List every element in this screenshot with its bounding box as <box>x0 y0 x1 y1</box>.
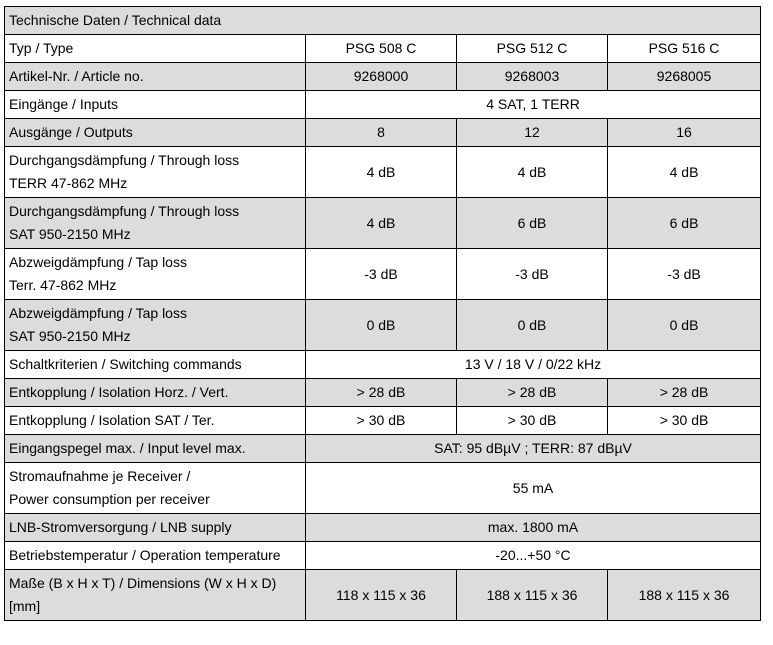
row-label-line: Schaltkriterien / Switching commands <box>9 356 242 372</box>
row-value: max. 1800 mA <box>306 514 761 542</box>
table-row <box>5 147 761 198</box>
row-label-line: Entkopplung / Isolation Horz. / Vert. <box>9 384 229 400</box>
row-label-line: Eingangspegel max. / Input level max. <box>9 440 246 456</box>
row-value: 4 dB <box>608 147 761 198</box>
row-label-line: Entkopplung / Isolation SAT / Ter. <box>9 412 215 428</box>
row-value: > 30 dB <box>306 407 457 435</box>
row-value: 4 SAT, 1 TERR <box>306 91 761 119</box>
table-row <box>5 351 761 379</box>
row-value: PSG 516 C <box>608 35 761 63</box>
row-label-line: TERR 47-862 MHz <box>9 175 128 191</box>
row-label <box>5 351 306 379</box>
row-label-line: Stromaufnahme je Receiver / <box>9 468 191 484</box>
table-row <box>5 542 761 570</box>
row-value: 4 dB <box>306 198 457 249</box>
title-row <box>5 7 761 35</box>
row-value: 16 <box>608 119 761 147</box>
row-value: > 30 dB <box>608 407 761 435</box>
row-value: 6 dB <box>457 198 608 249</box>
row-label-line: Abzweigdämpfung / Tap loss <box>9 305 187 321</box>
row-label-line: Maße (B x H x T) / Dimensions (W x H x D) <box>9 575 277 591</box>
table-row <box>5 198 761 249</box>
row-label-line: Artikel-Nr. / Article no. <box>9 68 144 84</box>
row-value: 118 x 115 x 36 <box>306 570 457 621</box>
row-value: -3 dB <box>306 249 457 300</box>
table-row <box>5 35 761 63</box>
row-value: 9268005 <box>608 63 761 91</box>
row-value: 13 V / 18 V / 0/22 kHz <box>306 351 761 379</box>
row-label <box>5 91 306 119</box>
row-label-line: Typ / Type <box>9 40 74 56</box>
row-value: > 28 dB <box>608 379 761 407</box>
row-label <box>5 542 306 570</box>
table-row <box>5 514 761 542</box>
row-label <box>5 119 306 147</box>
row-label <box>5 249 306 300</box>
row-label <box>5 435 306 463</box>
row-label-line: Ausgänge / Outputs <box>9 124 133 140</box>
row-value: 8 <box>306 119 457 147</box>
table-row <box>5 435 761 463</box>
row-label <box>5 463 306 514</box>
row-label-line: SAT 950-2150 MHz <box>9 226 131 242</box>
row-label-line: Power consumption per receiver <box>9 491 210 507</box>
table-row <box>5 63 761 91</box>
row-label <box>5 570 306 621</box>
row-label-line: SAT 950-2150 MHz <box>9 328 131 344</box>
row-label-line: Terr. 47-862 MHz <box>9 277 117 293</box>
row-value: -20...+50 °C <box>306 542 761 570</box>
row-value: > 28 dB <box>306 379 457 407</box>
row-label <box>5 198 306 249</box>
row-value: -3 dB <box>608 249 761 300</box>
row-value: > 30 dB <box>457 407 608 435</box>
row-label <box>5 35 306 63</box>
row-value: 0 dB <box>306 300 457 351</box>
row-value: 188 x 115 x 36 <box>457 570 608 621</box>
table-row <box>5 249 761 300</box>
row-label-line: LNB-Stromversorgung / LNB supply <box>9 519 232 535</box>
table-row <box>5 570 761 621</box>
row-value: 6 dB <box>608 198 761 249</box>
table-body <box>5 7 761 621</box>
row-value: -3 dB <box>457 249 608 300</box>
row-label-line: Betriebstemperatur / Operation temperature <box>9 547 281 563</box>
table-row <box>5 407 761 435</box>
row-label <box>5 147 306 198</box>
row-value: 0 dB <box>608 300 761 351</box>
row-label <box>5 514 306 542</box>
row-value: 55 mA <box>306 463 761 514</box>
row-label-line: Abzweigdämpfung / Tap loss <box>9 254 187 270</box>
table-row <box>5 463 761 514</box>
row-value: 188 x 115 x 36 <box>608 570 761 621</box>
row-value: PSG 508 C <box>306 35 457 63</box>
row-label <box>5 407 306 435</box>
table-row <box>5 379 761 407</box>
row-label-line: [mm] <box>9 598 41 614</box>
row-label-line: Eingänge / Inputs <box>9 96 118 112</box>
row-value: 4 dB <box>306 147 457 198</box>
row-label-line: Durchgangsdämpfung / Through loss <box>9 152 240 168</box>
row-value: 9268003 <box>457 63 608 91</box>
table-row <box>5 119 761 147</box>
table-row <box>5 300 761 351</box>
row-value: 4 dB <box>457 147 608 198</box>
table-row <box>5 91 761 119</box>
row-label <box>5 63 306 91</box>
technical-data-table <box>4 6 761 621</box>
row-label <box>5 379 306 407</box>
row-value: 12 <box>457 119 608 147</box>
row-value: 9268000 <box>306 63 457 91</box>
table-title: Technische Daten / Technical data <box>5 7 761 35</box>
row-label <box>5 300 306 351</box>
row-value: PSG 512 C <box>457 35 608 63</box>
row-value: SAT: 95 dBµV ; TERR: 87 dBµV <box>306 435 761 463</box>
row-label-line: Durchgangsdämpfung / Through loss <box>9 203 240 219</box>
row-value: > 28 dB <box>457 379 608 407</box>
row-value: 0 dB <box>457 300 608 351</box>
